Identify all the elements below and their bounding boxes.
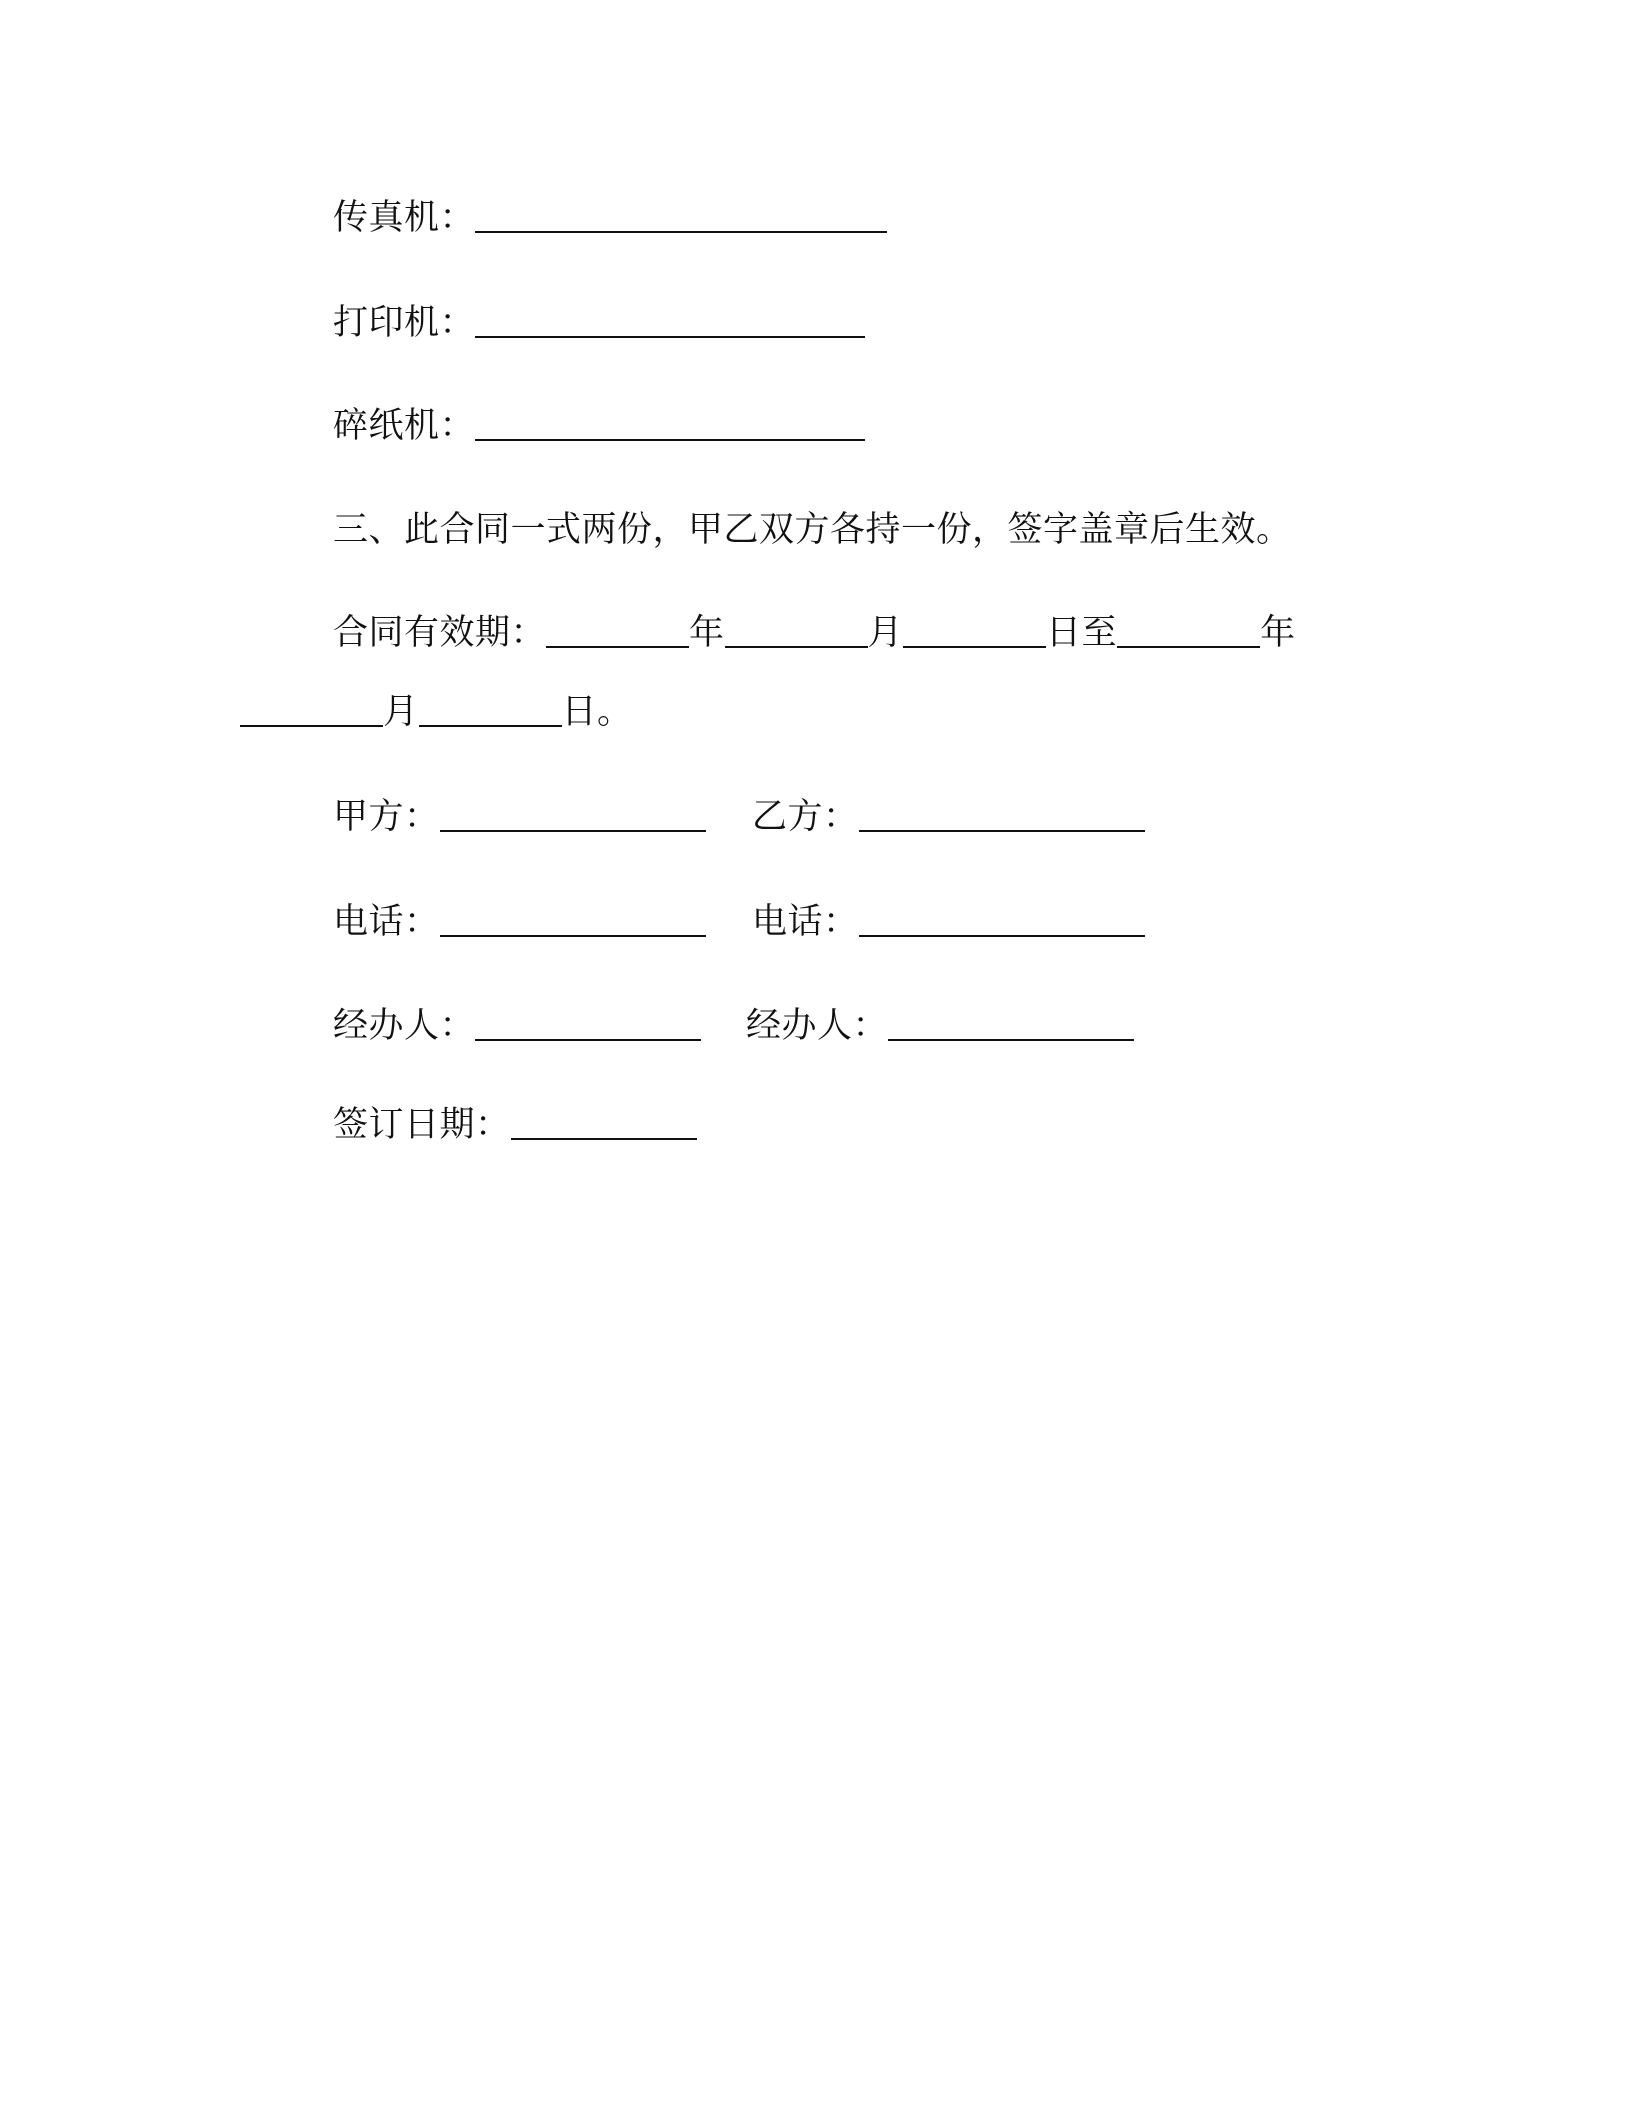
validity-end-month-label: 月: [383, 692, 419, 732]
party-a-line: [333, 795, 706, 839]
phone-b-blank[interactable]: [859, 905, 1145, 937]
sign-date-label: 签订日期：: [333, 1105, 511, 1145]
agent-a-blank[interactable]: [475, 1009, 701, 1041]
phone-b-label: 电话：: [752, 902, 859, 942]
phone-a-line: [333, 900, 706, 944]
agent-a-line: [333, 1004, 701, 1048]
party-a-label: 甲方：: [333, 797, 440, 837]
party-b-blank[interactable]: [859, 800, 1145, 832]
validity-line-continued: [240, 690, 633, 734]
clause-three: 三、此合同一式两份，甲乙双方各持一份，签字盖章后生效。: [333, 510, 1292, 550]
validity-start-year-blank[interactable]: [546, 616, 689, 648]
validity-end-year-blank[interactable]: [1117, 616, 1260, 648]
validity-end-day-label: 日。: [561, 692, 633, 732]
party-b-line: [752, 795, 1145, 839]
shredder-blank[interactable]: [475, 409, 865, 441]
validity-label: 合同有效期：: [333, 613, 547, 653]
agent-a-label: 经办人：: [333, 1006, 476, 1046]
validity-start-day-blank[interactable]: [903, 616, 1046, 648]
shredder-label: 碎纸机：: [333, 406, 476, 446]
printer-line: [333, 301, 865, 345]
fax-blank[interactable]: [475, 201, 887, 233]
agent-b-label: 经办人：: [746, 1006, 889, 1046]
fax-line: [333, 196, 887, 240]
phone-a-label: 电话：: [333, 902, 440, 942]
validity-start-month-blank[interactable]: [725, 616, 868, 648]
agent-b-line: [746, 1004, 1134, 1048]
agent-b-blank[interactable]: [888, 1009, 1134, 1041]
validity-end-day-blank[interactable]: [419, 695, 562, 727]
validity-end-month-blank[interactable]: [240, 695, 383, 727]
fax-label: 传真机：: [333, 198, 476, 238]
printer-label: 打印机：: [333, 303, 476, 343]
validity-year-label: 年: [689, 613, 725, 653]
party-a-blank[interactable]: [440, 800, 706, 832]
shredder-line: [333, 404, 865, 448]
validity-line: [333, 611, 1296, 655]
validity-day-to-label: 日至: [1046, 613, 1118, 653]
party-b-label: 乙方：: [752, 797, 859, 837]
printer-blank[interactable]: [475, 306, 865, 338]
phone-a-blank[interactable]: [440, 905, 706, 937]
sign-date-line: [333, 1103, 697, 1147]
validity-month-label: 月: [867, 613, 904, 653]
phone-b-line: [752, 900, 1145, 944]
validity-end-year-label: 年: [1260, 613, 1296, 653]
sign-date-blank[interactable]: [511, 1108, 697, 1140]
